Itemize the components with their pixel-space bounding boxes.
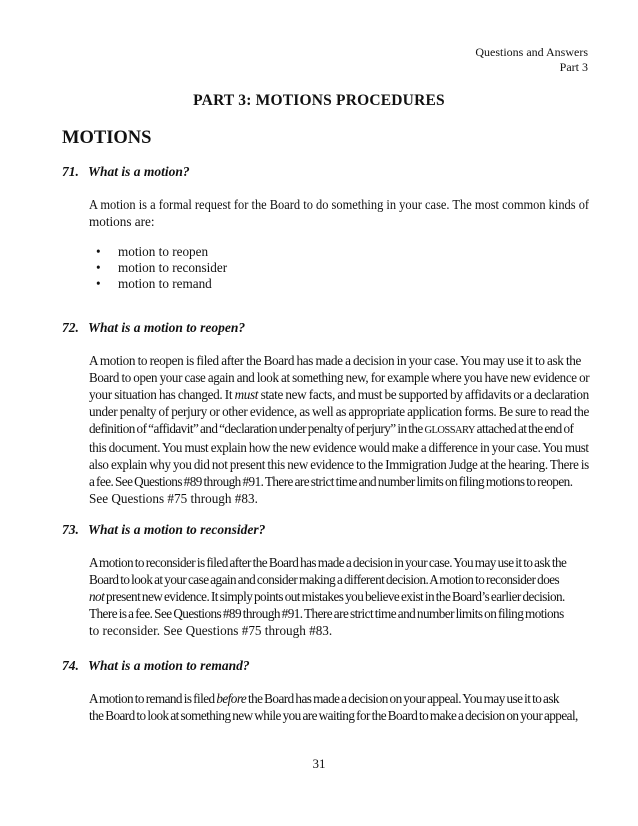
section-title: MOTIONS <box>62 128 152 148</box>
emphasis: must <box>234 387 259 402</box>
answer-line: the Board to look at something new while you are waiting for the Board to make a decision on your appeal, <box>89 708 578 723</box>
question-number: 74. <box>62 658 79 673</box>
question-text: What is a motion? <box>88 164 190 179</box>
bullet-glyph: • <box>96 244 101 259</box>
question-72 <box>62 320 245 336</box>
bullet-glyph: • <box>96 260 101 275</box>
question-71 <box>62 164 190 180</box>
answer-73 <box>89 554 589 639</box>
answer-line: to reconsider. See Questions #75 through #83. <box>89 623 333 638</box>
header-line-1: Questions and Answers <box>475 45 588 59</box>
emphasis: before <box>216 691 247 706</box>
motion-kinds-list <box>96 244 227 292</box>
answer-line: a fee. See Questions #89 through #91. There are strict time and number limits on filing motions to reopen. <box>89 474 573 489</box>
list-item: • motion to reopen <box>96 244 209 259</box>
question-text: What is a motion to reopen? <box>88 320 246 335</box>
glossary-ref: GLOSSARY <box>424 425 475 436</box>
question-73 <box>62 522 265 538</box>
emphasis: not <box>89 589 105 604</box>
question-text: What is a motion to remand? <box>88 658 250 673</box>
page-number: 31 <box>312 756 326 771</box>
answer-line: this document. You must explain how the new evidence would make a difference in your case. You must <box>89 440 589 455</box>
list-item: • motion to reconsider <box>96 260 228 275</box>
answer-line: also explain why you did not present this new evidence to the Immigration Judge at the hearing. There is <box>89 457 589 472</box>
answer-line: under penalty of perjury or other evidence, as well as appropriate application forms. Be sure to read the <box>89 404 589 419</box>
answer-line: your situation has changed. It must state new facts, and must be supported by affidavits or a declaration <box>89 387 589 402</box>
answer-line: Board to open your case again and look at something new, for example where you have new evidence or <box>89 370 590 385</box>
answer-line: A motion to reconsider is filed after the Board has made a decision in your case. You may use it to ask the <box>89 555 567 570</box>
answer-line: definition of “affidavit” and “declaration under penalty of perjury” in the GLOSSARY attached at the end of <box>89 421 574 436</box>
running-header <box>475 45 588 75</box>
answer-line: Board to look at your case again and consider making a different decision. A motion to reconsider does <box>89 572 560 587</box>
question-number: 71. <box>62 164 79 179</box>
answer-line: motions are: <box>89 214 155 229</box>
question-74 <box>62 658 250 674</box>
answer-line: A motion to reopen is filed after the Board has made a decision in your case. You may use it to ask the <box>89 353 582 368</box>
answer-line: not present new evidence. It simply points out mistakes you believe exist in the Board’s earlier decision. <box>89 589 565 604</box>
answer-line: A motion is a formal request for the Board to do something in your case. The most common kinds of <box>89 197 590 212</box>
bullet-glyph: • <box>96 276 101 291</box>
answer-line: A motion to remand is filed before the Board has made a decision on your appeal. You may use it to ask <box>89 691 559 706</box>
answer-line: There is a fee. See Questions #89 through #91. There are strict time and number limits on filing motions <box>89 606 564 621</box>
answer-line: See Questions #75 through #83. <box>89 491 258 506</box>
answer-71 <box>89 196 589 230</box>
answer-74 <box>89 690 589 724</box>
question-text: What is a motion to reconsider? <box>88 522 266 537</box>
answer-72 <box>89 352 589 507</box>
header-line-2: Part 3 <box>559 60 588 74</box>
list-item: • motion to remand <box>96 276 212 291</box>
part-title: PART 3: MOTIONS PROCEDURES <box>193 92 445 109</box>
question-number: 73. <box>62 522 79 537</box>
question-number: 72. <box>62 320 79 335</box>
